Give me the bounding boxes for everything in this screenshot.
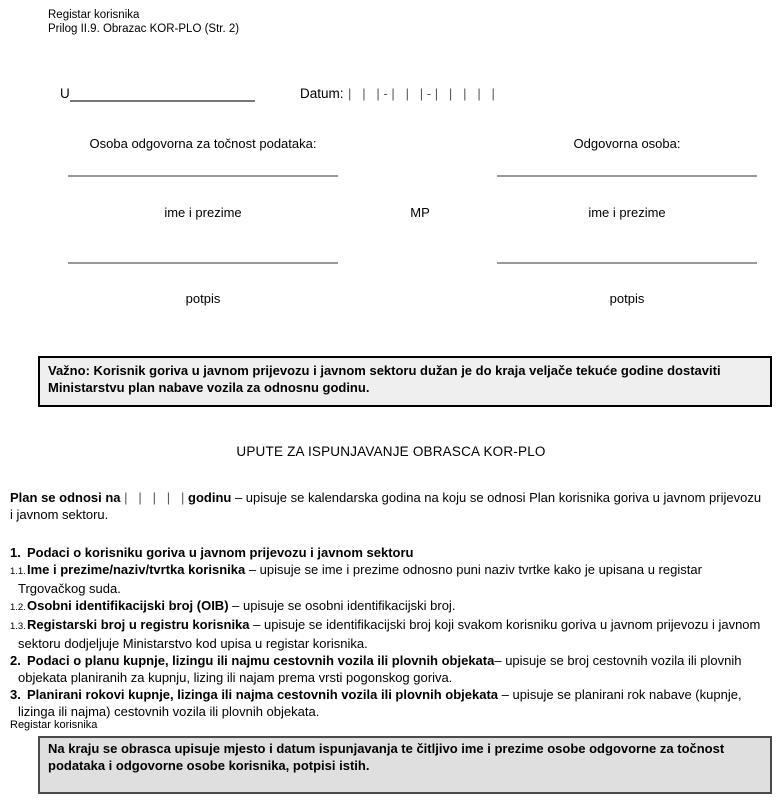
place-blank-line [70,100,255,102]
date-label: Datum: [300,86,344,101]
registry-footer-note: Registar korisnika [10,719,98,731]
instruction-item [0,686,772,720]
instruction-item [0,597,772,616]
right-signature-line [497,262,757,264]
item-number: 2. [10,653,21,668]
item-bold-text: Planirani rokovi kupnje, lizinga ili najma cestovnih vozila ili plovnih objekata [27,687,499,702]
right-name-line [497,175,757,177]
left-name-caption: ime i prezime [164,205,242,220]
right-name-caption: ime i prezime [588,205,666,220]
instruction-item [0,652,772,686]
important-notice-box [38,356,772,407]
important-notice-text: Važno: Korisnik goriva u javnom prijevozu i javnom sektoru dužan je do kraja veljače tekuće godine dostaviti Ministarstvu plan nabave vozila za odnosnu godinu. [48,363,721,395]
date-cells: | | | - | | | - | | | | | [348,86,495,101]
item-number: 1.1. [10,566,26,577]
year-cells: | | | | | [124,490,185,505]
item-bold-text: Podaci o planu kupnje, lizingu ili najmu cestovnih vozila ili plovnih objekata [27,653,495,668]
left-signature-caption: potpis [185,291,221,306]
instruction-item [0,616,772,652]
place-label: U [60,86,70,101]
item-rest-text: – upisuje se planirani rok nabave (kupnje, lizinga ili najma) cestovnih vozila ili plovnih objekata. [18,687,742,719]
item-number: 1.3. [10,621,26,632]
instruction-item [0,561,772,597]
left-signatory-title: Osoba odgovorna za točnost podataka: [89,136,317,151]
item-number: 1. [10,545,21,560]
item-bold-text: Osobni identifikacijski broj (OIB) [27,598,229,613]
item-bold-text: Podaci o korisniku goriva u javnom prijevozu i javnom sektoru [27,545,414,560]
signature-column-left [68,136,338,311]
doc-header [48,8,239,36]
left-signature-line [68,262,338,264]
item-rest-text: – upisuje se osobni identifikacijski broj. [228,598,456,613]
item-bold-text: Ime i prezime/naziv/tvrtka korisnika [27,562,246,577]
intro-rest-text: – upisuje se kalendarska godina na koju se odnosi Plan korisnika goriva u javnom prijevozu i javnom sektoru. [10,490,762,522]
item-bold-text: Registarski broj u registru korisnika [27,617,250,632]
doc-header-line2: Prilog II.9. Obrazac KOR-PLO (Str. 2) [48,23,240,35]
intro-bold-word: godinu [188,490,232,505]
bottom-notice-box [38,736,772,794]
item-number: 3. [10,687,21,702]
instructions-intro [10,489,766,523]
stamp-label: MP [410,205,430,220]
item-rest-text: – upisuje se broj cestovnih vozila ili plovnih objekata planiranih za kupnju, lizing ili najam prema vrsti pogonskog goriva. [18,653,742,685]
bottom-notice-text: Na kraju se obrasca upisuje mjesto i datum ispunjavanja te čitljivo ime i prezime osobe odgovorne za točnost podataka i odgovorne osobe korisnika, potpisi istih. [48,741,725,773]
instruction-item [0,544,772,561]
intro-bold-lead: Plan se odnosi na [10,490,121,505]
instructions-list [0,544,772,720]
item-rest-text: – upisuje se identifikacijski broj koji svakom korisniku goriva u javnom prijevozu i javnom sektoru dodjeljuje Ministarstvo kod upisa u registar korisnika. [18,617,761,651]
instructions-heading: UPUTE ZA ISPUNJAVANJE OBRASCA KOR-PLO [236,444,546,459]
right-signature-caption: potpis [609,291,645,306]
item-number: 1.2. [10,602,26,613]
left-name-line [68,175,338,177]
item-rest-text: – upisuje se ime i prezime odnosno puni naziv tvrtke kako je upisana u registar Trgovačkog suda. [18,562,702,596]
signature-column-right [497,136,757,311]
doc-header-line1: Registar korisnika [48,9,140,21]
right-signatory-title: Odgovorna osoba: [573,136,681,151]
